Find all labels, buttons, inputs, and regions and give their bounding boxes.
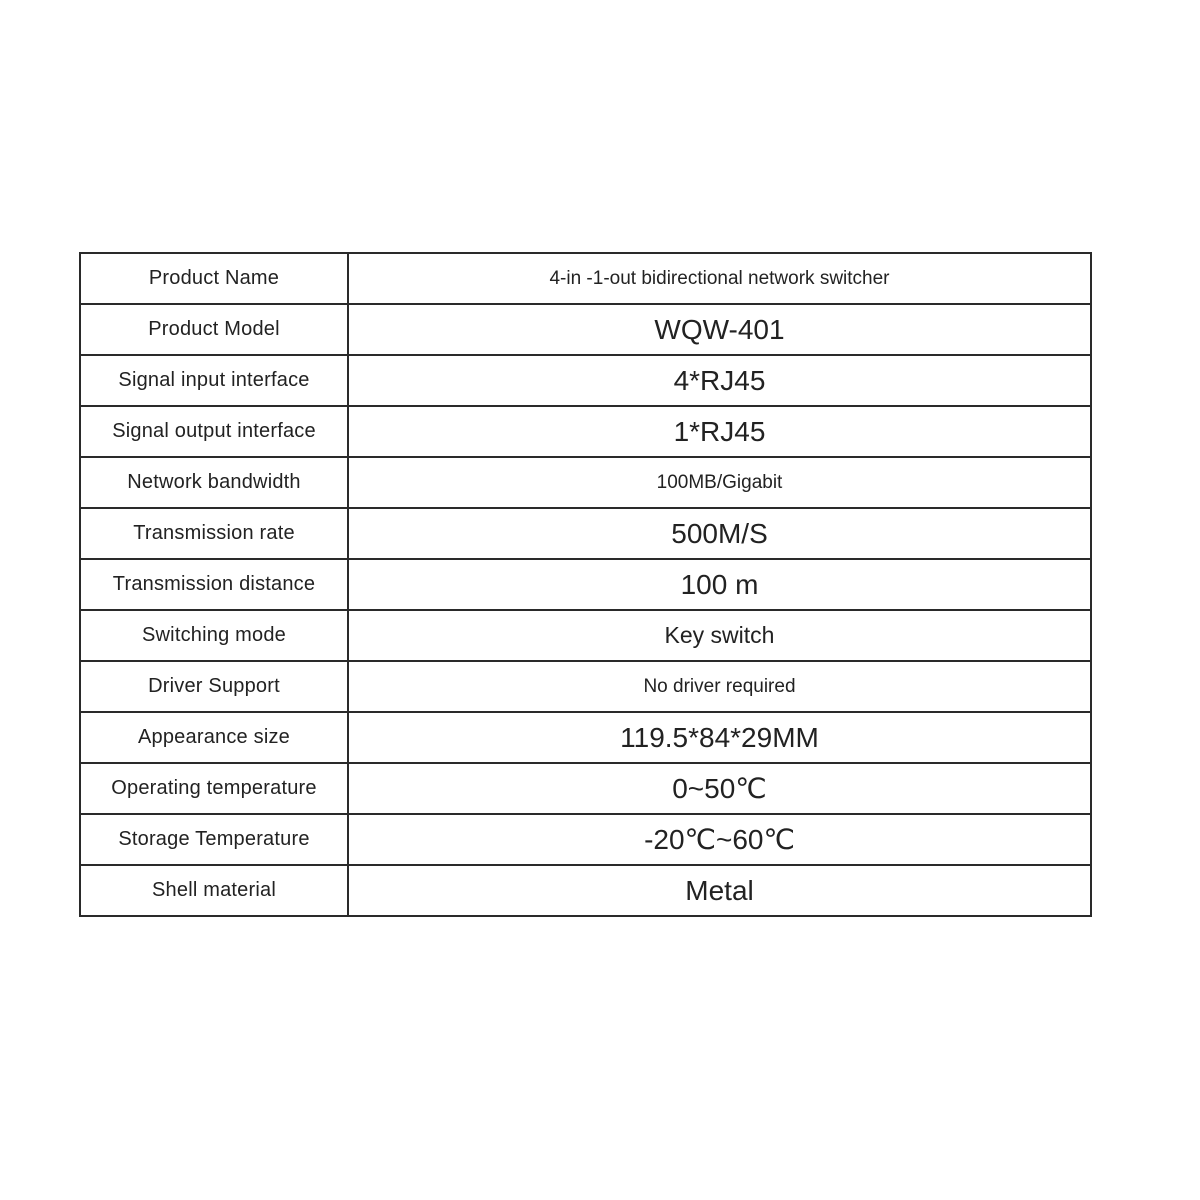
spec-value: Key switch [664,622,775,648]
spec-label: Shell material [152,879,276,901]
spec-label-cell [80,355,348,406]
spec-label-cell [80,559,348,610]
spec-table [79,252,1092,917]
spec-value-cell [348,712,1091,763]
spec-label: Driver Support [148,675,280,697]
table-row [80,814,1091,865]
spec-value-cell [348,457,1091,508]
spec-label: Transmission rate [133,522,295,544]
spec-label: Operating temperature [111,777,317,799]
spec-value: 4*RJ45 [673,364,766,396]
table-row [80,661,1091,712]
spec-value: No driver required [643,675,796,697]
spec-value: WQW-401 [654,313,785,345]
spec-label-cell [80,814,348,865]
table-row [80,610,1091,661]
spec-value-cell [348,865,1091,916]
table-row [80,508,1091,559]
spec-value: Metal [685,874,754,906]
spec-label-cell [80,763,348,814]
spec-value: 100 m [680,568,759,600]
table-row [80,763,1091,814]
spec-value-cell [348,406,1091,457]
spec-label: Signal output interface [112,420,316,442]
table-row [80,865,1091,916]
table-row [80,304,1091,355]
spec-value: -20℃~60℃ [644,824,795,855]
table-row [80,406,1091,457]
spec-label: Transmission distance [112,573,316,595]
spec-label: Product Model [148,318,280,340]
spec-label: Signal input interface [118,369,310,391]
spec-label: Network bandwidth [127,471,301,493]
spec-value: 100MB/Gigabit [656,471,783,493]
spec-value: 4-in -1-out bidirectional network switcher [549,267,890,289]
spec-value: 0~50℃ [672,773,767,804]
spec-value-cell [348,610,1091,661]
spec-value-cell [348,814,1091,865]
spec-value: 119.5*84*29MM [620,721,819,753]
spec-label: Appearance size [138,726,290,748]
spec-label-cell [80,661,348,712]
spec-label-cell [80,712,348,763]
spec-value-cell [348,253,1091,304]
spec-value-cell [348,355,1091,406]
spec-value-cell [348,304,1091,355]
spec-label-cell [80,406,348,457]
table-row [80,559,1091,610]
spec-value-cell [348,559,1091,610]
spec-value-cell [348,661,1091,712]
table-row [80,457,1091,508]
spec-value: 500M/S [671,517,768,549]
spec-value: 1*RJ45 [673,415,766,447]
spec-label-cell [80,457,348,508]
spec-label-cell [80,253,348,304]
spec-value-cell [348,763,1091,814]
spec-label-cell [80,508,348,559]
spec-label-cell [80,865,348,916]
table-row [80,355,1091,406]
spec-label-cell [80,304,348,355]
spec-label-cell [80,610,348,661]
spec-label: Product Name [148,267,280,289]
table-row [80,712,1091,763]
spec-value-cell [348,508,1091,559]
spec-label: Switching mode [142,624,286,646]
table-row [80,253,1091,304]
spec-label: Storage Temperature [118,828,310,850]
